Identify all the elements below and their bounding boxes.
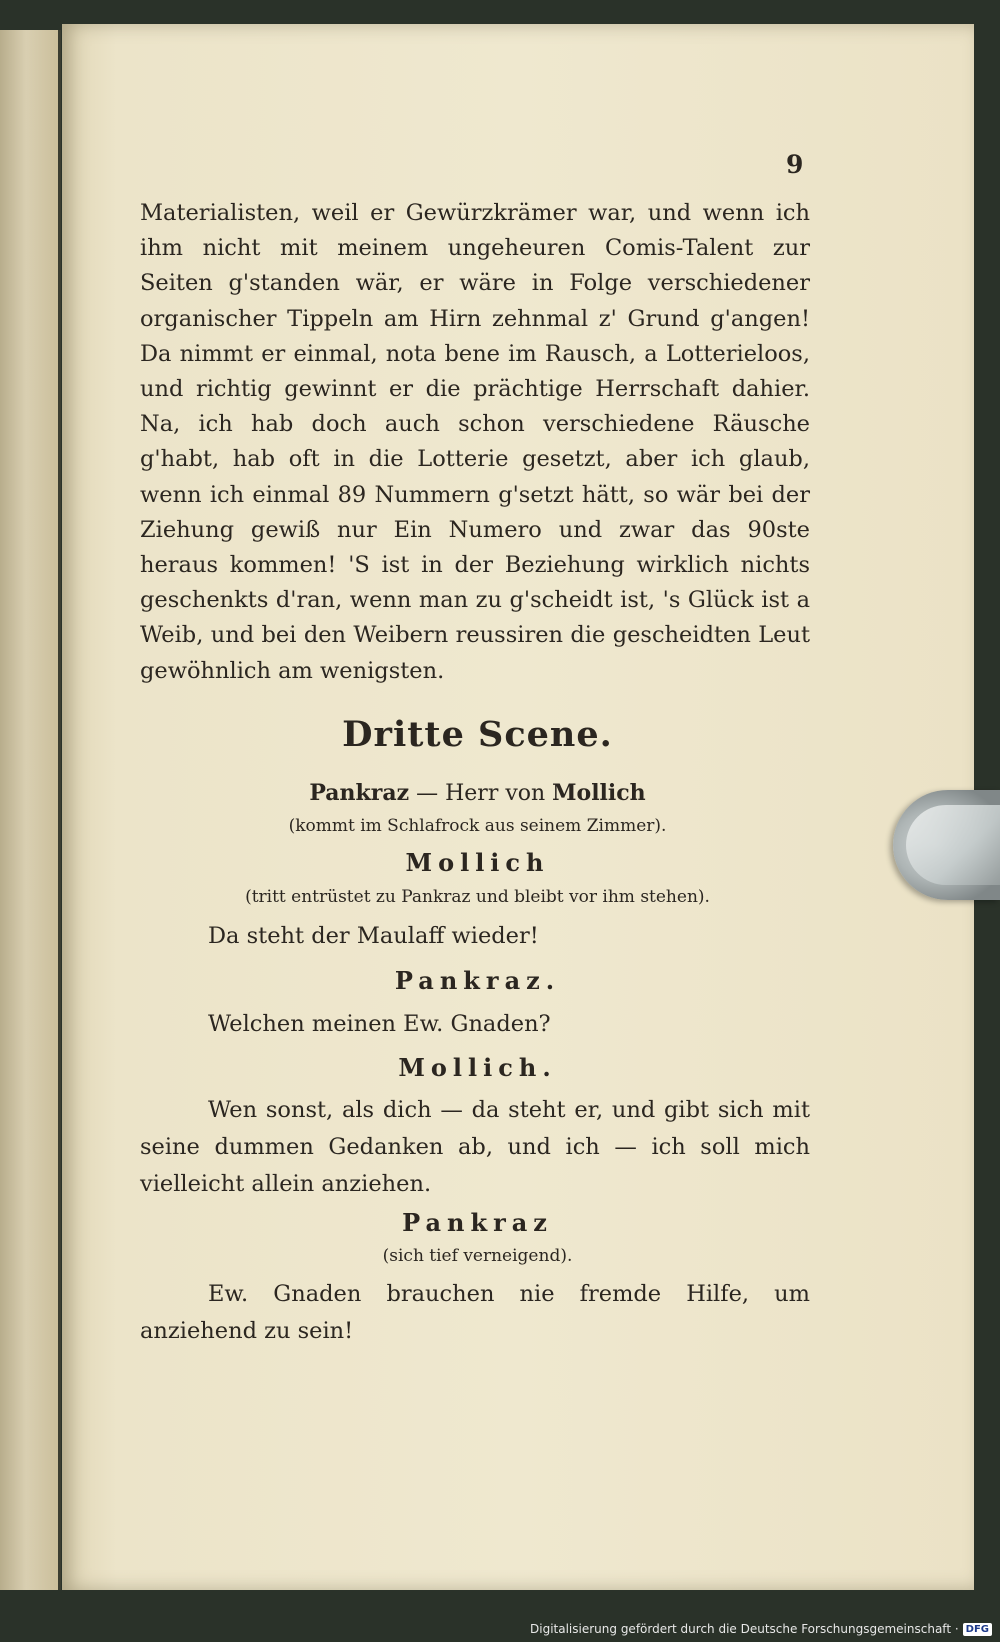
scene-heading: Dritte Scene. bbox=[342, 714, 613, 755]
dfg-logo: DFG bbox=[963, 1623, 992, 1636]
speaker-name: Pankraz. bbox=[394, 966, 561, 995]
credit-text: Digitalisierung gefördert durch die Deutsche Forschungsgemeinschaft · bbox=[530, 1622, 959, 1636]
cast-separator: — Herr von bbox=[409, 781, 553, 806]
dialogue-line: Ew. Gnaden brauchen nie fremde Hilfe, um anziehend zu sein! bbox=[140, 1281, 810, 1344]
speaker-name: Mollich bbox=[405, 848, 550, 877]
dialogue-line: Da steht der Maulaff wieder! bbox=[208, 923, 539, 949]
speaker-name: Pankraz bbox=[402, 1208, 553, 1237]
cast-name-mollich: Mollich bbox=[552, 780, 646, 806]
stage-direction: (tritt entrüstet zu Pankraz und bleibt vor ihm stehen). bbox=[245, 887, 710, 907]
cast-name-pankraz: Pankraz bbox=[309, 780, 410, 806]
body-paragraph: Materialisten, weil er Gewürzkrämer war, und wenn ich ihm nicht mit meinem ungeheuren Comis-Talent zur Seiten g'standen wär, er wäre in Folge verschiedener organischer Tippeln am Hirn zehnmal z' Grund g'angen! Da nimmt er einmal, nota bene im Rausch, a Lotterieloos, und richtig gewinnt er die prächtige Herrschaft dahier. Na, ich hab doch auch schon verschiedene Räusche g'habt, hab oft in die Lotterie gesetzt, aber ich glaub, wenn ich einmal 89 Nummern g'setzt hätt, so wär bei der Ziehung gewiß nur Ein Numero und zwar das 90ste heraus kommen! 'S ist in der Beziehung wirklich nichts geschenkts d'ran, wenn man zu g'scheidt ist, 's Glück ist a Weib, und bei den Weibern reussiren die gescheidten Leut gewöhnlich am wenigsten. bbox=[140, 200, 810, 684]
dialogue-line: Welchen meinen Ew. Gnaden? bbox=[208, 1011, 551, 1037]
cast-stage-direction: (kommt im Schlafrock aus seinem Zimmer). bbox=[288, 816, 667, 836]
page-clip-highlight bbox=[906, 805, 1000, 885]
speaker-name: Mollich. bbox=[398, 1053, 557, 1082]
digitization-credit bbox=[530, 1622, 992, 1636]
stage-direction: (sich tief verneigend). bbox=[382, 1246, 573, 1266]
page-number: 9 bbox=[786, 150, 804, 179]
left-page-edge bbox=[0, 30, 61, 1590]
scene-cast bbox=[140, 780, 815, 806]
dialogue-line: Wen sonst, als dich — da steht er, und gibt sich mit seine dummen Gedanken ab, und ich — ich soll mich vielleicht allein anziehen. bbox=[140, 1097, 810, 1197]
